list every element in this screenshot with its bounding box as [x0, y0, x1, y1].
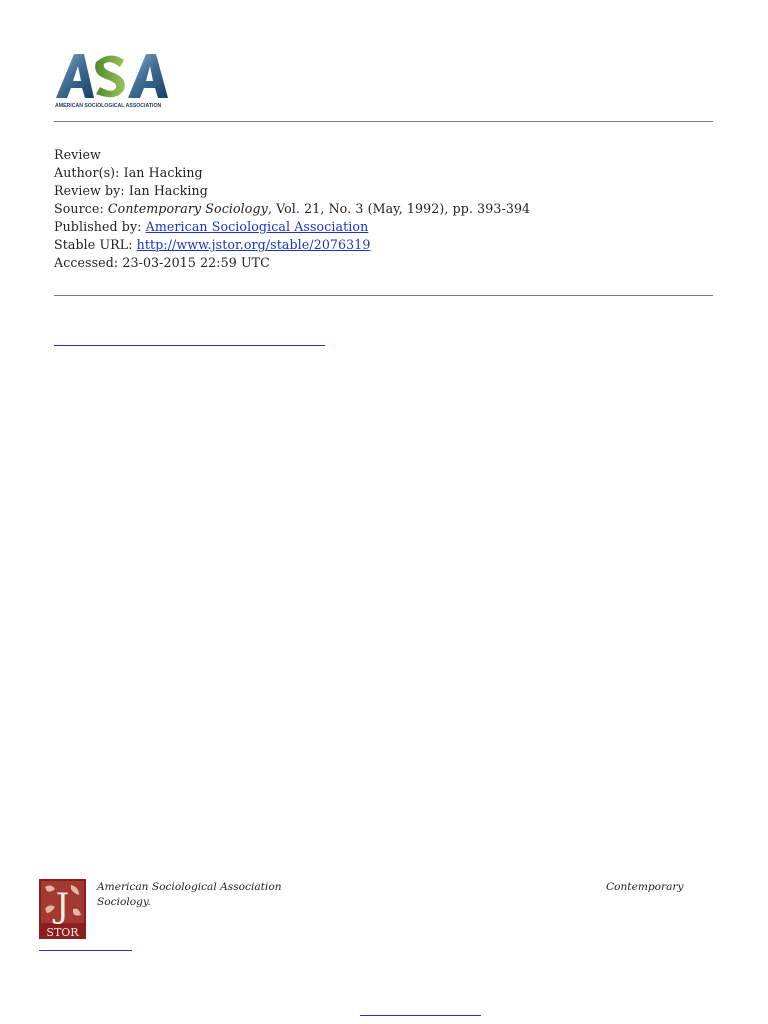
bottom-link-underline[interactable]: [360, 1015, 481, 1016]
middle-rule: [54, 295, 713, 296]
jstor-logo: [39, 879, 86, 939]
published-by-line: [54, 218, 530, 236]
jstor-letters: STOR: [46, 926, 79, 939]
review-by-value: Ian Hacking: [128, 183, 208, 198]
authors-line: [54, 164, 530, 182]
published-by-label: Published by:: [54, 219, 142, 234]
stable-url-label: Stable URL:: [54, 237, 133, 252]
footer-left-line1: American Sociological Association: [97, 881, 282, 893]
publisher-link[interactable]: American Sociological Association: [145, 219, 369, 234]
source-line: [54, 200, 530, 218]
jstor-link-underline[interactable]: [39, 950, 132, 951]
source-label: Source:: [54, 201, 104, 216]
jstor-initial: J: [55, 886, 70, 926]
accessed-value: 23-03-2015 22:59 UTC: [122, 255, 270, 270]
asa-logo-caption: AMERICAN SOCIOLOGICAL ASSOCIATION: [55, 103, 162, 109]
terms-link-underline[interactable]: [54, 345, 325, 346]
citation-block: [54, 146, 530, 272]
journal-title: Contemporary Sociology: [107, 201, 268, 216]
footer-left-line2: Sociology.: [97, 896, 151, 908]
top-rule: [54, 121, 713, 122]
accessed-label: Accessed:: [54, 255, 119, 270]
source-details: , Vol. 21, No. 3 (May, 1992), pp. 393-394: [267, 201, 531, 216]
authors-value: Ian Hacking: [123, 165, 203, 180]
accessed-line: [54, 254, 530, 272]
stable-url-link[interactable]: http://www.jstor.org/stable/2076319: [136, 237, 371, 252]
review-by-line: [54, 182, 530, 200]
footer-right-line1: Contemporary: [606, 881, 684, 893]
review-title: Review: [54, 147, 101, 162]
authors-label: Author(s):: [54, 165, 120, 180]
asa-logo: [54, 50, 172, 112]
stable-url-line: [54, 236, 530, 254]
review-by-label: Review by:: [54, 183, 125, 198]
